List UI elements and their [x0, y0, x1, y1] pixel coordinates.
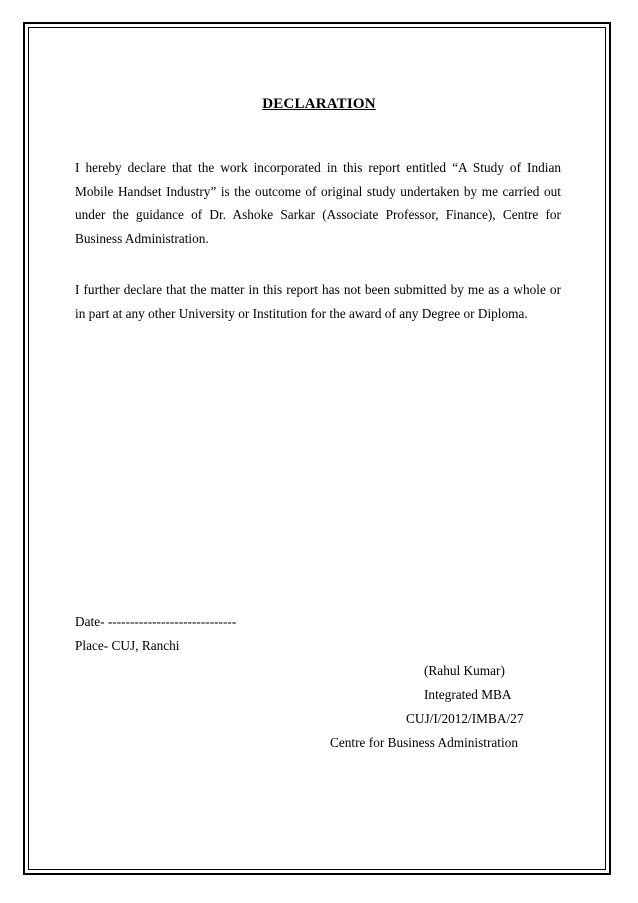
- signatory-name: (Rahul Kumar): [424, 663, 505, 678]
- page-border-inner: [28, 27, 606, 870]
- declaration-title: DECLARATION: [262, 96, 376, 112]
- signatory-program: Integrated MBA: [424, 687, 512, 702]
- signatory-centre: Centre for Business Administration: [330, 735, 518, 750]
- declaration-paragraph-2: I further declare that the matter in this report has not been submitted by me as a whole or in part at any other University or Institution for the award of any Degree or Diploma.: [75, 282, 561, 321]
- declaration-paragraph-1: I hereby declare that the work incorporated in this report entitled “A Study of Indian Mobile Handset Industry” is the outcome of original study undertaken by me carried out under the guidance of Dr. Ashoke Sarkar (Associate Professor, Finance), Centre for Business Administration.: [75, 160, 561, 246]
- date-line: Date- -----------------------------: [75, 614, 237, 629]
- signatory-roll-number: CUJ/I/2012/IMBA/27: [406, 711, 524, 726]
- place-line: Place- CUJ, Ranchi: [75, 638, 180, 653]
